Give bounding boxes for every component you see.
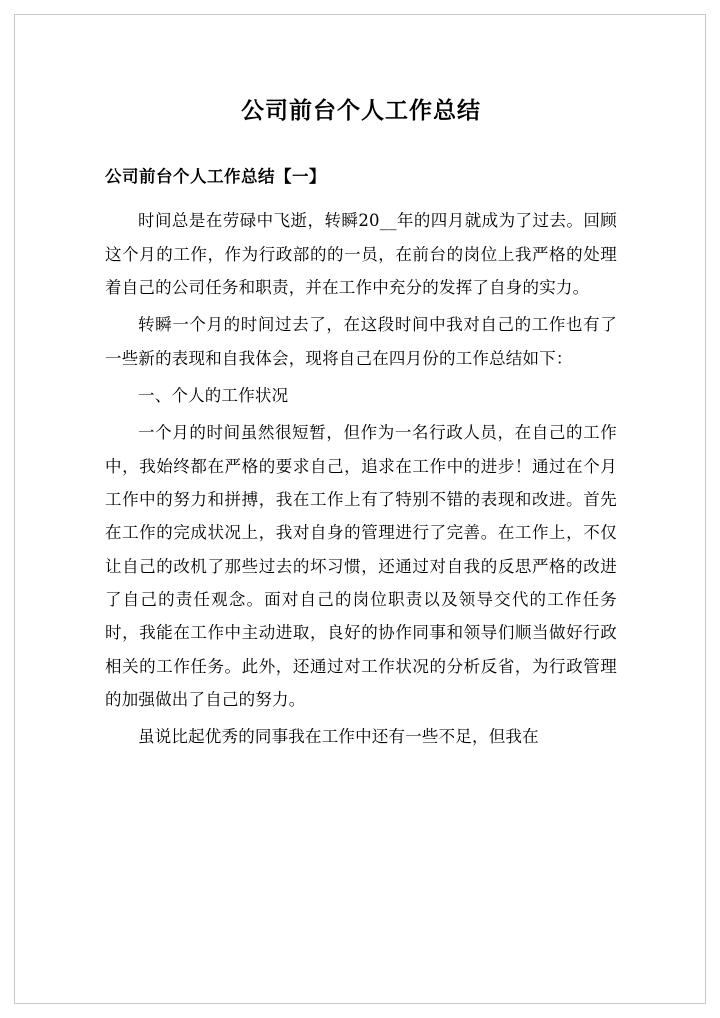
- paragraph-1: 时间总是在劳碌中飞逝，转瞬20__年的四月就成为了过去。回顾这个月的工作，作为行政部的的一员，在前台的岗位上我严格的处理着自己的公司任务和职责，并在工作中充分的发挥了自身的实力。: [105, 211, 617, 297]
- paragraph-4: 虽说比起优秀的同事我在工作中还有一些不足，但我在: [138, 727, 539, 747]
- paragraph-2: 转瞬一个月的时间过去了，在这段时间中我对自己的工作也有了一些新的表现和自我体会，现将自己在四月份的工作总结如下：: [105, 315, 617, 368]
- document-content: [105, 96, 617, 758]
- paragraph-3: 一个月的时间虽然很短暂，但作为一名行政人员，在自己的工作中，我始终都在严格的要求自己，追求在工作中的进步！通过在个月工作中的努力和拼搏，我在工作上有了特别不错的表现和改进。首先在工作的完成状况上，我对自身的管理进行了完善。在工作上，不仅让自己的改机了那些过去的坏习惯，还通过对自我的反思严格的改进了自己的责任观念。面对自己的岗位职责以及领导交代的工作任务时，我能在工作中主动进取，良好的协作同事和领导们顺当做好行政相关的工作任务。此外，还通过对工作状况的分析反省，为行政管理的加强做出了自己的努力。: [105, 423, 617, 709]
- page-title: 公司前台个人工作总结: [241, 97, 481, 124]
- subsection-heading-1: 一、个人的工作状况: [138, 385, 289, 405]
- section-heading: 公司前台个人工作总结【一】: [105, 166, 326, 186]
